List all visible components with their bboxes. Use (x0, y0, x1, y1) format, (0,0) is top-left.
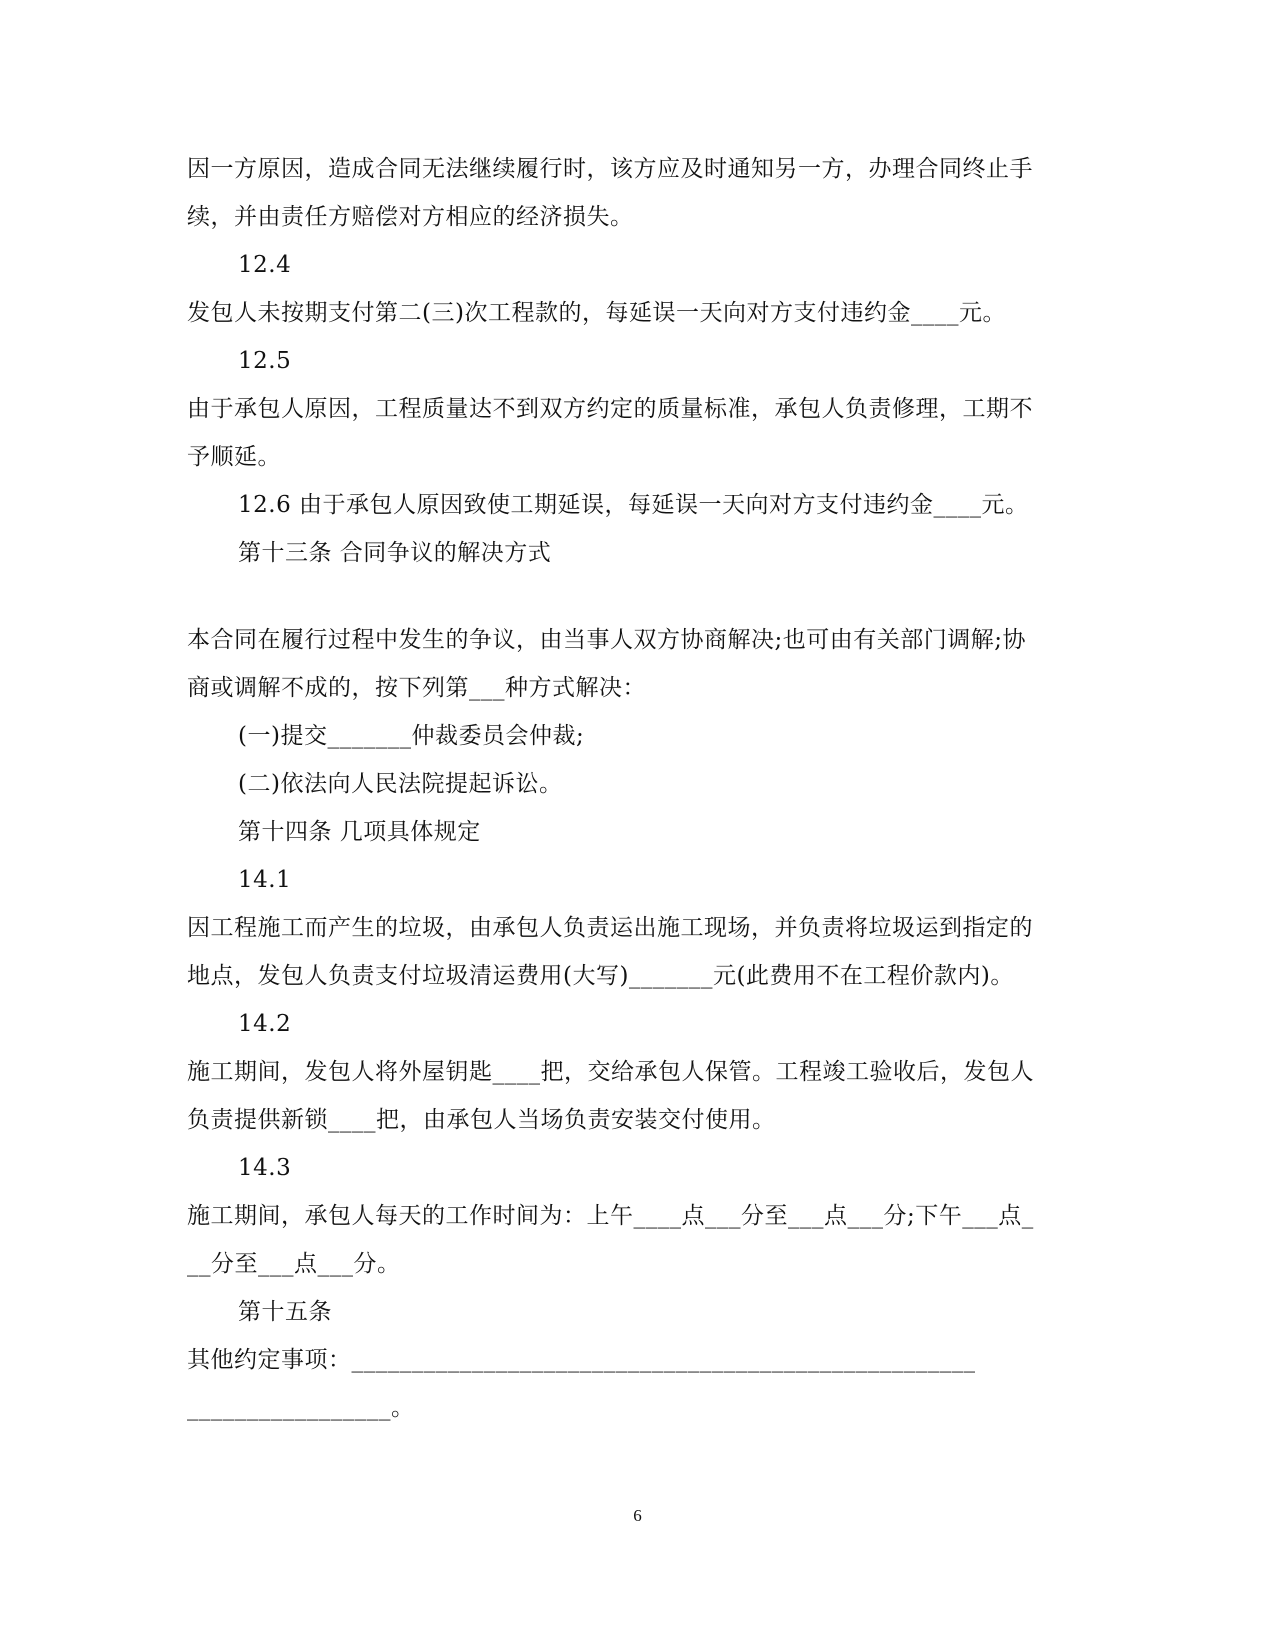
paragraph-line: 施工期间，发包人将外屋钥匙____把，交给承包人保管。工程竣工验收后，发包人 (187, 1059, 1034, 1085)
clause-number: 12.5 (238, 348, 292, 374)
clause-number: 12.4 (238, 252, 292, 278)
clause-number: 14.1 (238, 867, 292, 893)
paragraph-line: 其他约定事项：____________________________________________________ (187, 1347, 976, 1373)
paragraph-line: 本合同在履行过程中发生的争议，由当事人双方协商解决;也可由有关部门调解;协 (187, 627, 1026, 653)
paragraph-line: 负责提供新锁____把，由承包人当场负责安装交付使用。 (187, 1107, 776, 1133)
paragraph-line: 地点，发包人负责支付垃圾清运费用(大写)_______元(此费用不在工程价款内)。 (187, 963, 1014, 989)
paragraph-line: 予顺延。 (187, 444, 281, 470)
paragraph-line: 续，并由责任方赔偿对方相应的经济损失。 (187, 204, 634, 230)
list-item: (二)依法向人民法院提起诉讼。 (238, 771, 563, 797)
paragraph-line: 因一方原因，造成合同无法继续履行时，该方应及时通知另一方，办理合同终止手 (187, 156, 1033, 182)
paragraph-line: 12.6 由于承包人原因致使工期延误，每延误一天向对方支付违约金____元。 (238, 492, 1029, 518)
clause-number: 14.2 (238, 1011, 292, 1037)
paragraph-line: 因工程施工而产生的垃圾，由承包人负责运出施工现场，并负责将垃圾运到指定的 (187, 915, 1033, 941)
section-heading: 第十三条 合同争议的解决方式 (238, 540, 552, 566)
paragraph-line: __分至___点___分。 (187, 1251, 401, 1277)
paragraph-line: 由于承包人原因，工程质量达不到双方约定的质量标准，承包人负责修理，工期不 (187, 396, 1033, 422)
clause-number: 14.3 (238, 1155, 292, 1181)
list-item: (一)提交_______仲裁委员会仲裁; (238, 723, 585, 749)
paragraph-line: 施工期间，承包人每天的工作时间为：上午____点___分至___点___分;下午___点_ (187, 1203, 1034, 1229)
page-number: 6 (633, 1506, 642, 1525)
paragraph-line: 商或调解不成的，按下列第___种方式解决： (187, 675, 646, 701)
paragraph-line: 发包人未按期支付第二(三)次工程款的，每延误一天向对方支付违约金____元。 (187, 300, 1006, 326)
section-heading: 第十五条 (238, 1299, 332, 1325)
section-heading: 第十四条 几项具体规定 (238, 819, 481, 845)
paragraph-line: _________________。 (187, 1395, 415, 1421)
